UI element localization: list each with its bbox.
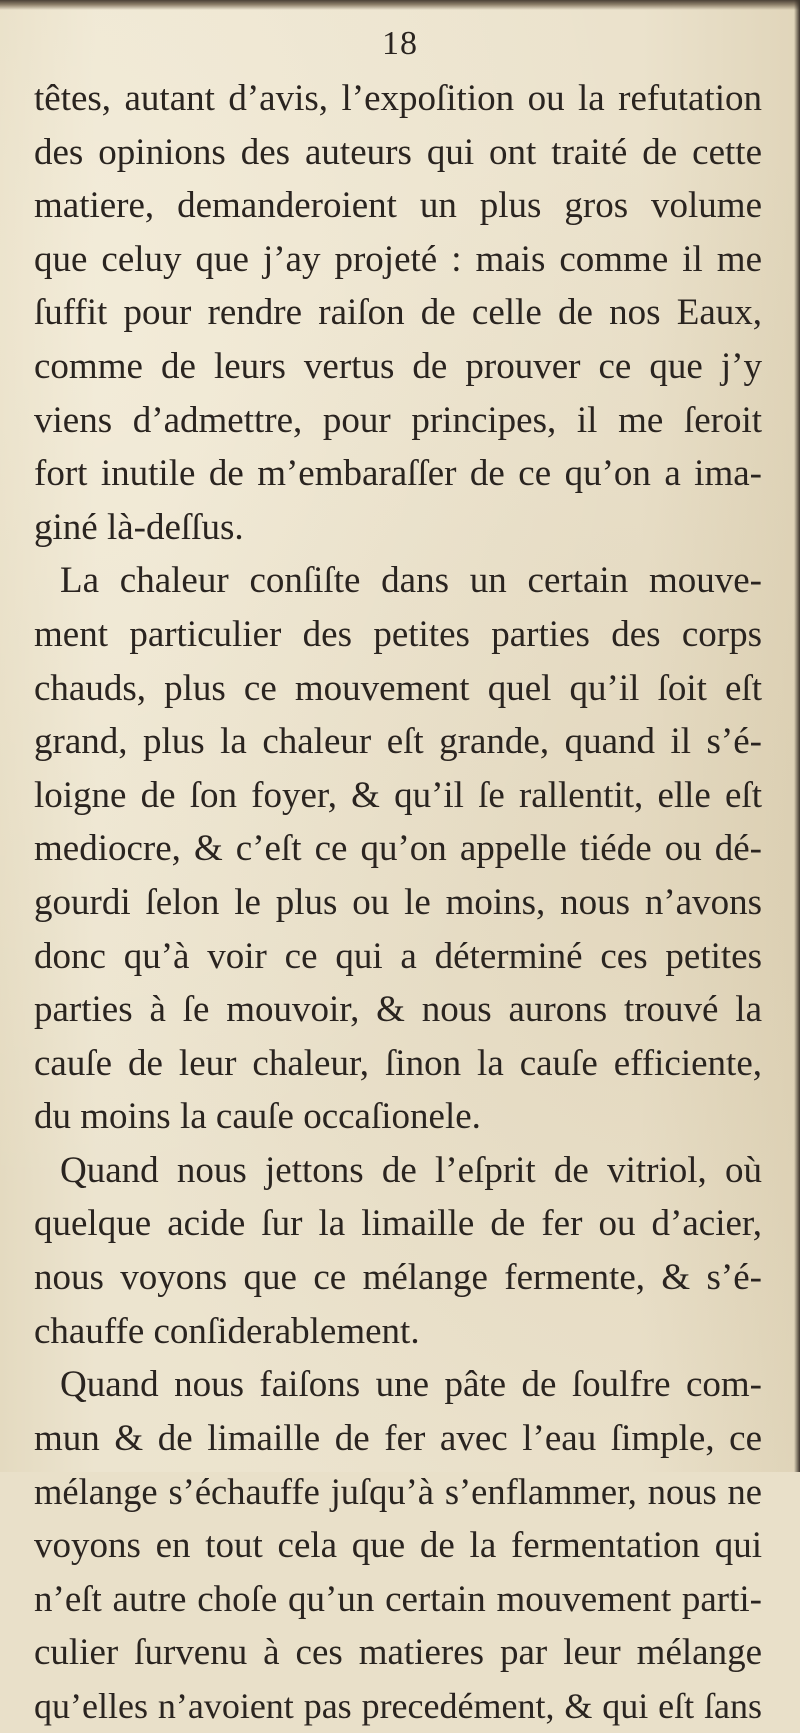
text-line: mun & de limaille de fer avec l’eau ſimple, ce (34, 1417, 762, 1459)
paragraph-start-line: Quand nous jettons de l’eſprit de vitriol, où (60, 1149, 762, 1191)
paragraph-start-line: Quand nous faiſons une pâte de ſoulfre com- (60, 1364, 762, 1406)
text-line: gourdi ſelon le plus ou le moins, nous n’avons (34, 881, 762, 923)
text-line: giné là-deſſus. (34, 506, 244, 548)
text-line: voyons en tout cela que de la fermentation qui (34, 1525, 762, 1567)
text-line: fort inutile de m’embaraſſer de ce qu’on a ima- (34, 453, 762, 495)
text-line: culier ſurvenu à ces matieres par leur mélange (34, 1632, 762, 1674)
body-text (34, 72, 762, 1733)
text-line: cauſe de leur chaleur, ſinon la cauſe efficiente, (34, 1042, 762, 1084)
text-line: donc qu’à voir ce qui a déterminé ces petites (34, 935, 762, 977)
text-line: que celuy que j’ay projeté : mais comme il me (34, 238, 762, 280)
text-line: viens d’admettre, pour principes, il me ſeroit (34, 399, 762, 441)
text-line: loigne de ſon foyer, & qu’il ſe rallentit, elle eſt (34, 774, 762, 816)
page-top-edge (0, 0, 800, 10)
text-line: matiere, demanderoient un plus gros volume (34, 185, 762, 227)
text-line: ſuffit pour rendre raiſon de celle de nos Eaux, (34, 292, 762, 334)
text-line: qu’elles n’avoient pas precedément, & qui eſt ſans (34, 1685, 762, 1726)
text-line: des opinions des auteurs qui ont traité de cette (34, 131, 762, 173)
text-line: nous voyons que ce mélange fermente, & s’é- (34, 1257, 762, 1299)
page-number: 18 (382, 25, 418, 62)
page-binding-shadow (794, 0, 800, 1472)
text-line: chauds, plus ce mouvement quel qu’il ſoit eſt (34, 667, 762, 709)
text-line: ment particulier des petites parties des corps (34, 613, 762, 655)
text-line: comme de leurs vertus de prouver ce que j’y (34, 345, 762, 387)
text-line: mélange s’échauffe juſqu’à s’enflammer, nous ne (34, 1471, 762, 1513)
text-line: parties à ſe mouvoir, & nous aurons trouvé la (34, 989, 762, 1031)
text-line: quelque acide ſur la limaille de fer ou d’acier, (34, 1203, 762, 1245)
text-line: n’eſt autre choſe qu’un certain mouvement parti- (34, 1578, 762, 1620)
text-line: grand, plus la chaleur eſt grande, quand il s’é- (34, 721, 762, 763)
text-line: têtes, autant d’avis, l’expoſition ou la refutation (34, 78, 762, 119)
text-line: mediocre, & c’eſt ce qu’on appelle tiéde ou dé- (34, 828, 762, 870)
text-line: du moins la cauſe occaſionele. (34, 1096, 481, 1138)
text-line: chauffe conſiderablement. (34, 1310, 420, 1352)
paragraph-start-line: La chaleur conſiſte dans un certain mouve- (60, 560, 762, 602)
